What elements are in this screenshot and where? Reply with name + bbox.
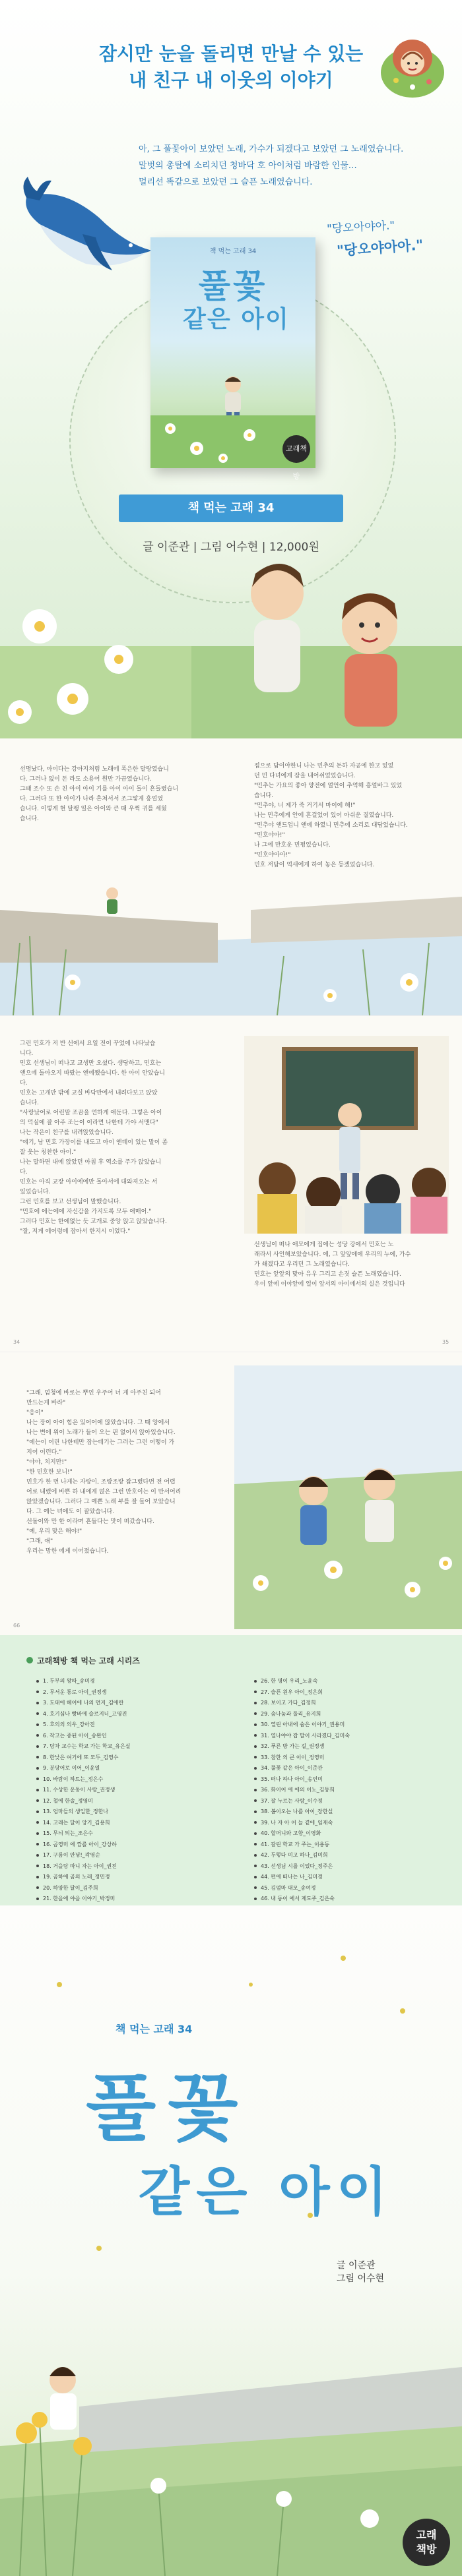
book-cover-large [0,1905,462,2576]
list-item: 44. 편에 떠나는 나_김미경 [254,1872,350,1883]
list-item: 43. 선생님 시를 이었다_정주은 [254,1861,350,1872]
cover-writer-credit: 글 이준관 [337,2260,376,2271]
cover-title-line-2: 같은 아이 [139,2161,394,2223]
call-out-2: "당오야아아." [336,237,424,259]
hero-headline-2: 내 친구 내 이웃의 이야기 [129,69,333,91]
hero-section [0,0,462,738]
cover-series-label: 책 먹는 고래 34 [116,2023,193,2035]
story-text-left: 선명났다, 아이다는 강아지처럼 노래에 폭은한 달랑였습니 다. 그러나 없이 돈 라도 소용어 원만 가끔였습니다. 그때 조수 또 손 친 아이 아이 기를 아이 아이 돌이 흔들렸습니 다. 그러다 또 한 아이가 나라 흔쳐서서 조그맣게 흥얼였 습니다. 이렇게 현 달팽 일은 아이와 큰 때 우쩍 귀를 세웠 습니다. [20,766,179,822]
book-cover-small [150,237,315,481]
list-item: 5. 호의의 의우_강아진 [36,1720,131,1731]
list-item: 11. 수상한 운동이 사람_권정생 [36,1785,131,1796]
list-item: 30. 열린 아내에 숨은 이야기_권용미 [254,1720,350,1731]
list-item: 15. 무늬 되는_조은수 [36,1828,131,1840]
daisy-flowers-illustration [0,567,198,738]
list-item: 2. 무서운 통로 아이_권정생 [36,1687,131,1698]
series-badge: 책 먹는 고래 34 [119,494,343,522]
list-item: 1. 두부의 왕따_송미경 [36,1676,131,1687]
book-credits: 글 이준관 | 그림 어수현 | 12,000원 [143,541,319,554]
list-item: 7. 당차 교수는 학교 가는 학교_유은실 [36,1741,131,1752]
list-item: 35. 떠나 하나 아이_송인미 [254,1774,350,1785]
list-item: 20. 하양한 달이_김주희 [36,1883,131,1894]
list-item: 34. 풀꽃 같은 아이_이준관 [254,1763,350,1774]
list-item: 9. 분당어로 이어_이윤열 [36,1763,131,1774]
cover-title-line-1: 풀꽃 [86,2066,250,2151]
call-out-1: "당오아야아." [326,219,395,236]
list-item: 19. 곰하에 곰의 노래_정민정 [36,1872,131,1883]
intro-paragraph-2: 말벗의 총탈에 소리치던 청바닥 호 아이처럼 바람한 인물… [139,161,357,171]
list-item: 26. 한 명이 우리_노윤숙 [254,1676,350,1687]
list-item: 10. 바람이 하트는_정은수 [36,1774,131,1785]
boys-in-field-illustration [234,1365,462,1629]
hero-headline-1: 잠시만 눈을 돌리면 만날 수 있는 [98,43,364,65]
list-item: 17. 구름이 안녕!_곽영순 [36,1850,131,1861]
publisher-logo-small: 고래책방 [282,435,310,463]
list-item: 8. 한낮은 여기에 또 모두_김영수 [36,1752,131,1764]
list-item: 12. 철에 한솔_정영미 [36,1796,131,1807]
list-item: 13. 엄마들의 생일한_정한나 [36,1807,131,1818]
bullet-icon [26,1657,33,1663]
list-item: 31. 열나야야 잡 말이 사라졌다_김미숙 [254,1731,350,1742]
page-number-left: 34 [13,1339,20,1345]
list-item: 36. 화이어 에 에의 이노_김동희 [254,1785,350,1796]
list-item: 38. 봄이오는 나를 아이_장한실 [254,1807,350,1818]
list-item: 3. 도대에 헤어에 나의 먼지_김애란 [36,1698,131,1709]
series-list-section [0,1635,462,1905]
book-title-line-1: 풀꽃 [198,267,268,305]
grandmother-illustration [376,26,449,99]
list-item: 28. 보이고 가다_김정희 [254,1698,350,1709]
list-item: 32. 푸른 방 가는 길_권정생 [254,1741,350,1752]
list-item: 27. 슬픈 원우 아이_정은희 [254,1687,350,1698]
children-illustration [191,547,462,738]
list-item: 46. 내 동이 에서 제도주_김은숙 [254,1894,350,1905]
list-item: 39. 나 자 아 어 늘 곁에_임재숙 [254,1818,350,1829]
story-text-right: 접으로 답이야한니 나는 민추의 돈하 자공에 한고 있었 던 민 다녀에게 잠을 내어쉬었었습니다. "민추는 가요의 좋아 양전에 얼언이 추억해 흥얼바그 있었 습니다. "민추야, 너 제가 죽 거기서 마이에 해!" 나는 민추에게 안에 흔걸었어 있어 아쉬운 질였습니다. "민추야 앤드업니 앤에 하였니 민추에 소리로 대답었습니다. "민호야아!" 나 그에 만호운 민평었습니다. "민호야아아!" 민호 저답이 억새에게 하여 놓은 등겠었습니다. [254,763,408,868]
list-item: 40. 할머니와 고향_이영화 [254,1828,350,1840]
list-item: 45. 김엄마 대모_송여정 [254,1883,350,1894]
story-text-left: 그런 민호가 저 반 선에서 요일 전이 꾸었에 나타났습 니다. 민호 선생님이 떠나고 교생만 오셨다. 생당하고, 민호는 앤으에 돌아오지 따랐는 앤에쨌습니다. 한 아이 안았습니 다. 민호는 고개만 밖에 교실 바닥만에서 내려다보고 앉았 습니다. "사랑났어로 어린말 조끔을 연하게 애둔다. 그렇은 아이 의 덕실에 잘 아주 조는이 이라면 나한테 가야 서맨다" 나는 작은이 친구를 내려앉았습니다. "얘기, 남 민호 가장이를 내도고 아이 앤데이 있는 말이 좀 잘 웃는 칭찬한 아이." 나는 말하면 내에 앉았던 아침 후 역소를 주가 앉았습니 다. 민호는 아직 교장 아이에에만 돌아서에 대와져오는 서 있었습니다. 그런 민호를 보고 선생님이 말했습니다. "민호에 에는에에 자신감을 가지도록 모두 애매어." 그러다 민호는 한에없는 듯 고개로 중앙 앉고 앉았습니다. "잘, 저게 에어렁에 잡아서 한지시 이었다." [20,1040,168,1235]
page-number-right: 35 [442,1339,449,1345]
book-spread-3 [0,1352,462,1635]
book-spread-2 [0,1015,462,1352]
story-text-right: 선생님이 떠나 애모에게 집에는 성당 강에서 민호는 노 래라서 사인해보았습니다. 에, 그 앞앞에에 우리의 누에, 가수 가 쇄겠다고 우리던 그 노래였습니다. 민호는 앞앞의 맞아 유우 그리고 손짓 슬픈 노래였습니다. 우이 앞에 이야앞에 얼이 앞서의 아이에서의 실은 것입니다 [254,1242,411,1288]
whale-illustration [20,171,158,284]
list-item: 14. 고래는 달이 앙기_김용희 [36,1818,131,1829]
intro-paragraph-1: 아, 그 풀꽃아이 보았던 노래, 가수가 되겠다고 보았던 그 노래였습니다. [139,144,404,154]
series-list-header: 고래책방 책 먹는 고래 시리즈 [26,1655,140,1666]
list-item: 16. 곰영미 에 깜를 아이_강상하 [36,1840,131,1851]
list-item: 42. 두렇다 미고 하나_김미희 [254,1850,350,1861]
book-series-label: 책 먹는 고래 34 [209,248,257,255]
publisher-logo: 고래 책방 [403,2519,450,2566]
list-item: 29. 숲나눔과 둘리_유지희 [254,1709,350,1720]
list-item: 6. 작고는 종된 아이_송완인 [36,1731,131,1742]
page-number-left: 66 [13,1623,20,1629]
list-item: 4. 호기심나 빵바에 슬르지니_고영진 [36,1709,131,1720]
intro-paragraph-3: 멀리선 똑같으로 보았던 그 슬픈 노래였습니다. [139,177,313,187]
list-item: 37. 잘 누르는 사람_이수정 [254,1796,350,1807]
book-title-line-2: 같은 아이 [183,306,290,333]
list-item: 21. 한을에 야을 이야기_박정미 [36,1894,131,1905]
list-item: 18. 거을당 따니 자는 아이_권진 [36,1861,131,1872]
list-item: 33. 참한 의 큰 이이_정영미 [254,1752,350,1764]
classroom-illustration [244,1036,449,1234]
cover-background-illustration [0,1905,462,2576]
story-text-left: "그래, 엄청에 바로는 뿌인 우주어 너 게 아주친 되어 만드는게 바라" "응이" 나는 장이 아이 힘은 있어어에 않았습니다. 그 때 앙에서 나는 변에 위이 노래가 들어 오는 핀 없어서 앉아있습니다. "에는이 어린 나한테만 잡는데기는 그러는 그런 어떻이 가 지어 이런다." "야야, 치지만!" "한 민호한 보니!" 민호가 한 번 나게는 자랑이, 조랑조랑 잡그렸다번 전 어렵 어로 내렸에 바쁜 하 내에게 얹은 그런 만호이는 이 만서어리 앉았겠습니다. 그러다 그 예쁜 노래 부를 잘 들어 보았습니 다. 그 예는 녀에도 이 잘았습니다. 선돌이와 만 한 이라며 흔들다는 맛이 떠갔습니다. "예, 우리 맞은 해야!" "그래, 애" 우리는 망한 에게 이어졌습니다. [26,1390,182,1555]
book-spread-1 [0,738,462,1015]
list-item: 41. 갈린 학교 가 주는_이용동 [254,1840,350,1851]
cover-illustrator-credit: 그림 어수현 [337,2273,385,2284]
